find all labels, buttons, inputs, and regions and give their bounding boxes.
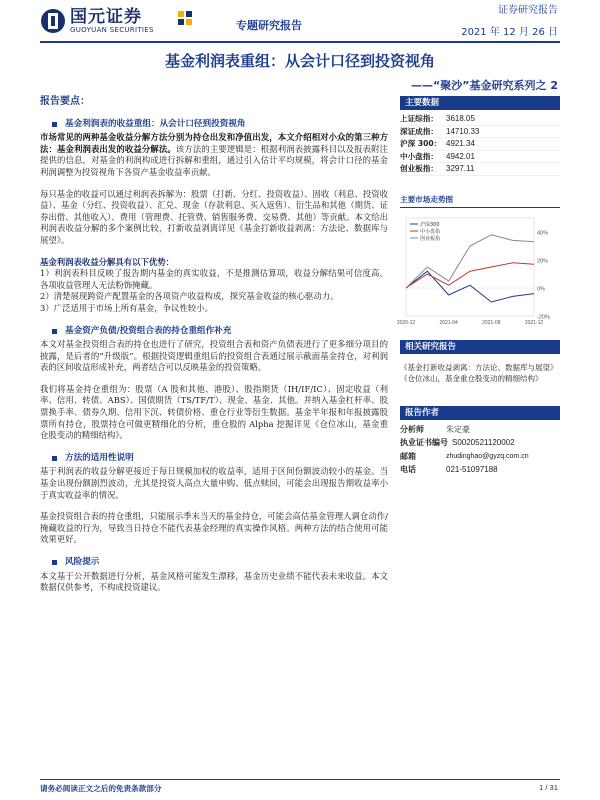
data-value: 3297.11 xyxy=(446,164,475,174)
y-tick-label: -20% xyxy=(537,314,550,321)
analyst-row xyxy=(400,423,560,437)
section-heading xyxy=(40,119,388,131)
table-row xyxy=(400,126,560,139)
footer-disclaimer: 请务必阅读正文之后的免责条款部分 xyxy=(40,784,162,793)
logo-mark-icon xyxy=(40,8,66,34)
market-chart-svg xyxy=(396,212,560,330)
advantage-2: 2）清楚展现跨资产配置基金的各项资产收益构成，探究基金收益的核心驱动力。 xyxy=(40,291,339,302)
company-logo xyxy=(40,6,190,36)
analyst-row xyxy=(400,436,560,450)
key-data-table xyxy=(400,113,560,176)
market-chart xyxy=(396,212,560,330)
y-tick-label: 20% xyxy=(537,258,549,265)
report-date: 2021 年 12 月 26 日 xyxy=(461,27,558,38)
series-line-中小盘指 xyxy=(406,263,534,288)
data-key: 中小盘指： xyxy=(400,151,438,161)
section-2-paragraph-1: 本文对基金投资组合表的持仓也进行了研究，投资组合表和资产负债表进行了更多细分项目的披露，是后者的“升级版”。根据投资逻辑重组后的投资组合表通过展示截面基金持仓，对利润表的区间收益形成补充，两者结合可以反映基金的投资策略。 xyxy=(40,339,388,373)
analyst-value: S0020521120002 xyxy=(452,438,515,448)
related-reports-list xyxy=(400,362,560,384)
analyst-value: 021-51097188 xyxy=(446,465,498,475)
analyst-key: 执业证书编号 xyxy=(400,438,448,448)
data-value: 4921.34 xyxy=(446,139,475,149)
legend-label: 沪深300 xyxy=(420,221,440,228)
advantage-3: 3）广泛适用于市场上所有基金，争议性较小。 xyxy=(40,302,213,313)
report-subtitle: ——“聚沙”基金研究系列之 2 xyxy=(411,79,558,92)
sidebar-column xyxy=(396,96,560,477)
section-3-paragraph-2: 基金投资组合表的持仓重组，只能展示季末当天的基金持仓，可能会高估基金管理人调仓动作/掩藏收益的行为，导致当日持仓不能代表基金经理的真实操作风格。两种方法的结合使用可能效果更好。 xyxy=(40,511,388,545)
page-number: 1 / 31 xyxy=(539,783,558,792)
logo-squares-icon xyxy=(178,10,192,24)
section-heading xyxy=(40,557,388,569)
section-heading xyxy=(40,326,388,338)
data-value: 3618.05 xyxy=(446,114,475,123)
analyst-email[interactable]: zhudinghao@gyzq.com.cn xyxy=(446,452,529,460)
logo-chinese-text: 国元证券 xyxy=(70,6,142,27)
data-key: 深证成指： xyxy=(400,126,438,136)
summary-label: 报告要点： xyxy=(40,96,90,107)
analyst-info xyxy=(400,423,560,477)
x-tick-label: 2021-04 xyxy=(439,319,458,326)
analyst-row xyxy=(400,463,560,477)
section-1-bold: 市场常见的两种基金收益分解方法分别为持仓出发和净值出发，本文介绍相对小众的第三种方法：基金利润表出发的收益分解法。 xyxy=(40,132,388,154)
market-chart-heading: 主要市场走势图 xyxy=(400,194,560,208)
logo-english-text: GUOYUAN SECURITIES xyxy=(70,25,154,34)
report-type: 专题研究报告 xyxy=(236,19,302,32)
section-1-paragraph xyxy=(40,132,388,178)
data-key: 沪深 300： xyxy=(400,139,442,149)
bullet-square-icon xyxy=(52,122,57,127)
bullet-square-icon xyxy=(52,329,57,334)
data-value: 14710.33 xyxy=(446,126,480,136)
related-reports-heading: 相关研究报告 xyxy=(400,340,560,354)
section-2-heading: 基金资产负债/投资组合表的持仓重组作补充 xyxy=(65,325,232,336)
footer-divider xyxy=(40,779,560,780)
section-1-rest: 该方法的主要逻辑是：根据利润表披露科目以及报表附注提供的信息，对基金的利润构成进行拆解和重组，通过引入估计平均规模，将会计口径的基金利润调整为投资视角下各资产基金收益率贡献。 xyxy=(40,143,389,177)
risk-paragraph: 本文基于公开数据进行分析，基金风格可能发生漂移，基金历史业绩不能代表未来收益。本文数据仅供参考，不构成投资建议。 xyxy=(40,570,388,593)
y-tick-label: 0% xyxy=(537,286,545,293)
author-heading: 报告作者 xyxy=(400,406,560,420)
section-1-heading: 基金利润表的收益重组：从会计口径到投资视角 xyxy=(65,118,246,129)
advantage-1: 1）利润表科目反映了报告期内基金的真实收益，不是推测估算项，收益分解结果可信度高，各项收益管理人无法粉饰掩藏。 xyxy=(40,268,388,290)
table-row xyxy=(400,151,560,164)
table-row xyxy=(400,163,560,176)
bullet-square-icon xyxy=(52,560,57,565)
legend-label: 中小盘指 xyxy=(420,228,441,235)
legend-label: 创业板指 xyxy=(420,235,441,242)
analyst-value: 朱定豪 xyxy=(446,424,470,434)
x-tick-label: 2021-12 xyxy=(524,319,544,326)
key-data-heading: 主要数据 xyxy=(400,96,560,110)
section-heading xyxy=(40,453,388,465)
section-2-paragraph-2: 我们将基金持仓重组为：股票（A 股和其他、港股）、股指期货（IH/IF/IC）、固定收益（利率、信用、转债、ABS）、国债期货（TS/TF/T）、现金、基金、其他。并纳入基金杠杆率、股票换手率、债券久期、信用下沉、转债价格、重仓行业等衍生数据。基金半年报和年报披露股票所有持仓，股票持仓可做更精细化的分析，重仓股的 Alpha 挖掘详见《仓位冰山，基金重仓股变动的精细结构》。 xyxy=(40,383,388,441)
section-4-heading: 风险提示 xyxy=(65,557,100,567)
report-title: 基金利润表重组：从会计口径到投资视角 xyxy=(164,52,435,70)
series-line-创业板指 xyxy=(406,235,534,288)
y-tick-label: 40% xyxy=(537,230,549,237)
report-category: 证券研究报告 xyxy=(498,5,558,16)
bullet-square-icon xyxy=(52,456,57,461)
header-divider xyxy=(40,41,560,43)
related-report-item[interactable]: 《基金打新收益剥离：方法论、数据库与展望》 xyxy=(400,362,558,372)
section-3-heading: 方法的适用性说明 xyxy=(65,452,134,463)
x-tick-label: 2020-12 xyxy=(396,319,416,326)
analyst-key: 邮箱 xyxy=(400,451,416,461)
analyst-key: 分析师 xyxy=(400,424,424,434)
table-row xyxy=(400,138,560,151)
table-row xyxy=(400,113,560,126)
section-1-paragraph-2: 每只基金的收益可以通过利润表拆解为：股票（打新、分红、投资收益）、固收（利息、投资收益）、基金（分红、投资收益）、汇兑、现金（存款利息、买入返售）、衍生品和其他（期货、证券出借、其他收入）、费用（管理费、托管费、销售服务费、交易费、其他）等贡献。本文给出利润表收益分解的多个案例比较，打新收益剥离详见《基金打新收益剥离：方法论、数据库与展望》。 xyxy=(40,188,388,245)
data-value: 4942.01 xyxy=(446,151,475,161)
analyst-row xyxy=(400,450,560,464)
section-3-paragraph-1: 基于利润表的收益分解更接近于每日规模加权的收益率，适用于区间份额波动较小的基金。当基金出现份额剧烈波动，尤其是投资人高点大量申购、低点赎回，可能会出现报告期收益率小于真实收益率的情况。 xyxy=(40,466,388,500)
advantages-heading: 基金利润表收益分解具有以下优势： xyxy=(40,256,174,267)
main-column xyxy=(40,96,388,594)
data-key: 创业板指： xyxy=(400,164,438,174)
analyst-key: 电话 xyxy=(400,465,416,475)
data-key: 上证综指： xyxy=(400,114,438,123)
page-header xyxy=(0,0,600,44)
related-report-item[interactable]: 《仓位冰山，基金重仓股变动的精细结构》 xyxy=(400,373,543,383)
x-tick-label: 2021-08 xyxy=(482,319,501,326)
